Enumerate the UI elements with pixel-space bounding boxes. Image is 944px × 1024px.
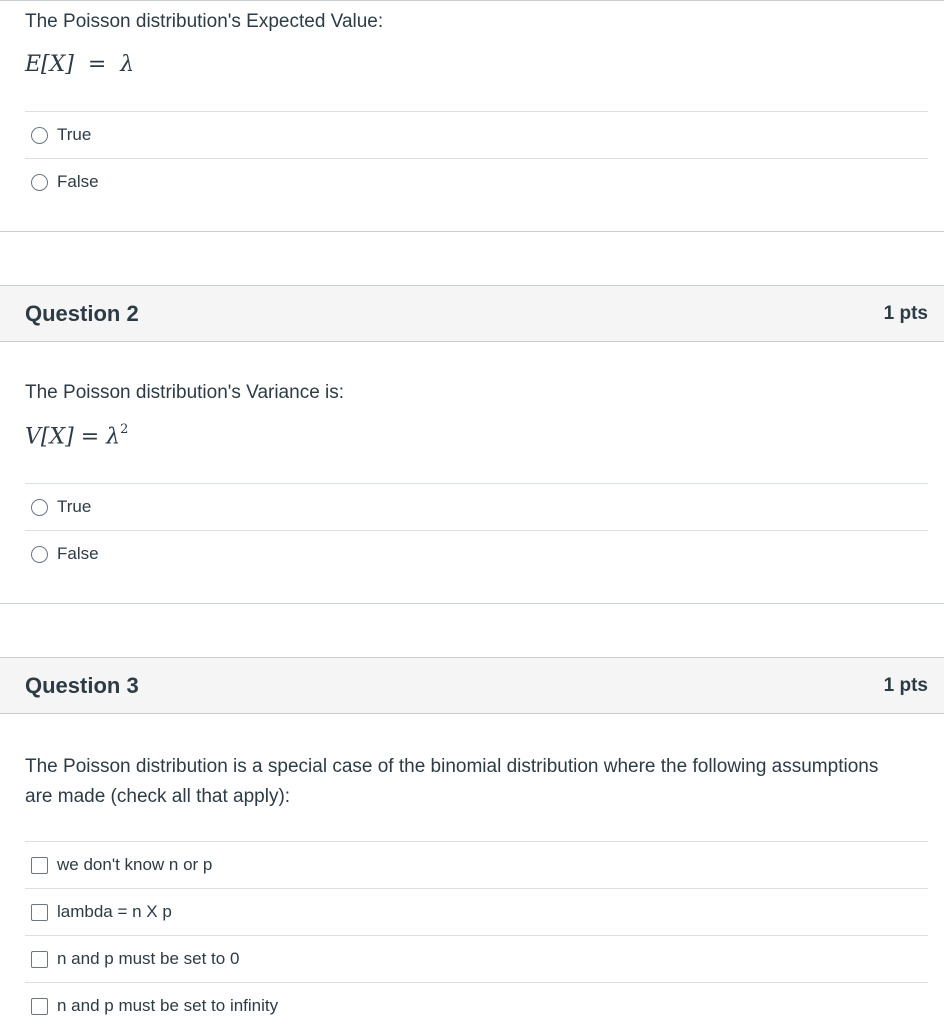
question1-text: The Poisson distribution's Expected Value: [25, 11, 384, 32]
question1-formula: E[X] = λ [25, 52, 135, 77]
answer-label: True [57, 497, 92, 516]
answer-label: False [57, 172, 99, 191]
radio-button[interactable] [31, 174, 48, 191]
question1-answer-true[interactable] [25, 111, 928, 158]
answer-label: we don't know n or p [57, 855, 213, 874]
question2-header [0, 285, 944, 342]
checkbox[interactable] [31, 857, 48, 874]
question2-bottom-divider [0, 603, 944, 604]
formula-exponent: 2 [120, 422, 129, 437]
answer-label: lambda = n X p [57, 902, 172, 921]
question3-answer-1[interactable] [25, 841, 928, 888]
question3-answer-4[interactable] [25, 982, 928, 1024]
question1-answer-false[interactable] [25, 158, 928, 205]
question1-bottom-divider [0, 231, 944, 232]
question2-answer-false[interactable] [25, 530, 928, 577]
answer-label: n and p must be set to 0 [57, 949, 240, 968]
question2-points: 1 pts [883, 302, 928, 324]
question3-header [0, 657, 944, 714]
question3-answer-2[interactable] [25, 888, 928, 935]
question2-formula [25, 424, 128, 449]
answer-label: False [57, 544, 99, 563]
answer-label: True [57, 125, 92, 144]
radio-button[interactable] [31, 499, 48, 516]
question3-text-line1: The Poisson distribution is a special case of the binomial distribution where the following assumptions [25, 756, 879, 777]
radio-button[interactable] [31, 127, 48, 144]
question3-text-line2: are made (check all that apply): [25, 786, 291, 807]
question2-title: Question 2 [25, 300, 139, 326]
radio-button[interactable] [31, 546, 48, 563]
question2-text: The Poisson distribution's Variance is: [25, 382, 345, 403]
question3-points: 1 pts [883, 674, 928, 696]
question2-answer-true[interactable] [25, 483, 928, 530]
checkbox[interactable] [31, 904, 48, 921]
checkbox[interactable] [31, 998, 48, 1015]
top-divider [0, 0, 944, 2]
question3-title: Question 3 [25, 672, 139, 698]
checkbox[interactable] [31, 951, 48, 968]
formula-base: V[X] = λ [25, 424, 121, 450]
answer-label: n and p must be set to infinity [57, 996, 279, 1015]
question3-answer-3[interactable] [25, 935, 928, 982]
